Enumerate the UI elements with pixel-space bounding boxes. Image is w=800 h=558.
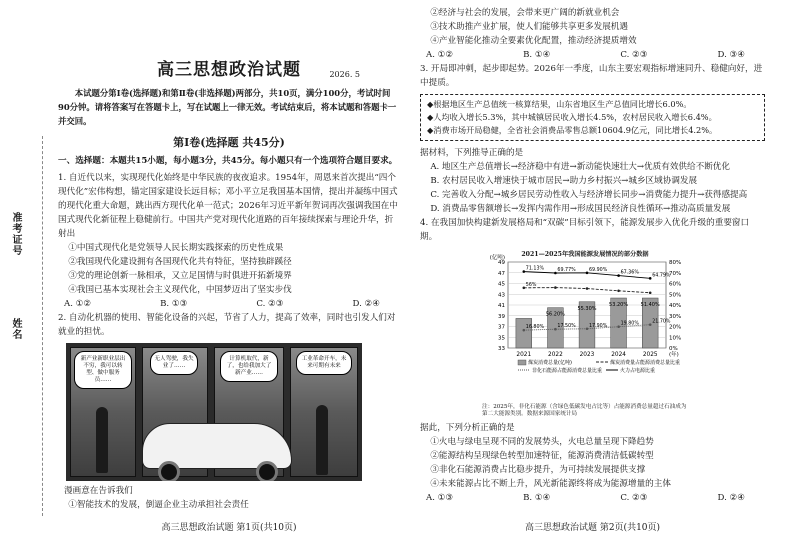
exam-date: 2026. 5	[329, 70, 360, 79]
question-2-stem: 2. 自动化机器的使用、智能化设备的兴起，节省了人力，提高了效率，同时也引发人们对就业的担忧。	[58, 313, 396, 337]
q4-option: ①火电与绿电呈现不同的发展势头，火电总量呈现下降趋势	[430, 437, 654, 447]
thermal-power-line-label: 69.90%	[589, 267, 608, 273]
data-box	[420, 94, 765, 141]
coal-share-line-point	[523, 287, 526, 290]
exam-number-label: 准考证号	[10, 212, 21, 256]
left-tick-label: 45	[498, 281, 505, 288]
q1-choice-d[interactable]: D. ②④	[352, 299, 380, 309]
thermal-power-line-label: 69.77%	[557, 267, 576, 273]
x-tick-label: 2025	[642, 352, 658, 358]
q4-option: ②能源结构呈现绿色转型加速特征，能源消费清洁低碳转型	[430, 451, 654, 461]
legend-label: 火力占电源比重	[620, 368, 656, 374]
q4-prompt: 据此，下列分析正确的是	[420, 423, 515, 433]
legend-label: 煤炭消费量占能源消费总量比重	[610, 360, 681, 366]
name-label: 姓名	[10, 318, 21, 340]
nonfossil-line-label: 16.80%	[525, 325, 545, 331]
nonfossil-line-point	[649, 323, 652, 326]
q4-choice-b[interactable]: B. ①④	[523, 493, 551, 503]
left-tick-label: 39	[498, 313, 505, 320]
speech-bubble: 计算机取代，新了，也给我加大了新产业……	[220, 351, 278, 382]
nonfossil-line-point	[523, 329, 526, 332]
coal-consumption-bar	[516, 318, 532, 348]
q2-option: ③技术助推产业扩展，使人们能够共享更多发展机遇	[430, 22, 628, 32]
left-tick-label: 49	[498, 260, 505, 266]
wheel-icon	[158, 461, 180, 481]
y-axis-label: (亿吨)	[489, 255, 505, 261]
q2-option: ④产业智能化推动全要素优化配置，推动经济提质增效	[430, 36, 637, 46]
question-1-stem: 1. 自近代以来，实现现代化始终是中华民族的夜夜追求。1954年，周恩来首次提出“四个现代化”宏伟构想，锚定国家建设长远目标；邓小平立足我国基本国情，提出并凝练中国式的现代化重大命题，跳出西方现代化单一范式；2026年习近平新年贺词再次强调我国在中国式现代化新征程上稳健前行。中国共产党对现代化道路的百年接续探索与理论升华，折射出	[58, 173, 398, 239]
q3-choice-a[interactable]: A. 地区生产总值增长→经济稳中有进→新动能快速壮大→优质有效供给不断优化	[430, 162, 730, 172]
bar-data-label: 53.20%	[609, 302, 629, 309]
exam-instructions: 本试题分第Ⅰ卷(选择题)和第Ⅱ卷(非选择题)两部分，共10页，满分100分，考试时间90分钟。请将答案写在答题卡上，写在试题上一律无效。考试结束后，将本试题和答题卡一并交回。	[58, 88, 397, 126]
chart-svg	[480, 248, 690, 404]
q3-choice-d[interactable]: D. 消费品零售额增长→发挥内需作用→形成国民经济良性循环→推动高质量发展	[430, 204, 731, 214]
person-figure	[316, 405, 328, 475]
coal-share-line-point	[554, 286, 557, 289]
chart-note: 注：2025年，非化石能源（含绿色低碳发电占比等）占能源消费总量超过石油成为第二大能源类别。数据来源国家统计局	[482, 404, 687, 417]
x-tick-label: 2023	[579, 352, 595, 358]
legend-label: 非化石能源占能源消费总量比重	[532, 368, 603, 374]
nonfossil-line-point	[617, 325, 620, 328]
nonfossil-line-label: 17.50%	[557, 324, 576, 330]
coal-share-line-label: 56%	[525, 282, 537, 288]
left-tick-label: 35	[498, 335, 505, 342]
right-tick-label: 50%	[669, 292, 682, 299]
part-heading: 一、选择题：本题共15小题，每小题3分，共45分。每小题只有一个选项符合题目要求。	[58, 156, 398, 166]
question-4-stem: 4. 在我国加快构建新发展格局和“双碳”目标引领下，能源发展步入优化升级的重要窗口期。	[420, 218, 750, 242]
nonfossil-line-label: 21.70%	[652, 319, 671, 325]
x-axis-unit: (年)	[669, 352, 679, 358]
q4-choice-a[interactable]: A. ①③	[426, 493, 454, 503]
q2-choice-d[interactable]: D. ③④	[717, 50, 745, 60]
x-tick-label: 2022	[548, 352, 563, 358]
thermal-power-line-label: 64.79%	[652, 273, 671, 279]
left-tick-label: 47	[498, 270, 505, 277]
right-tick-label: 70%	[669, 270, 682, 277]
q4-option: ④未来能源占比不断上升，风光新能源终将成为能源增量的主体	[430, 479, 671, 489]
page-title: 高三思想政治试题	[157, 60, 301, 80]
right-tick-label: 0%	[669, 346, 678, 352]
q2-option: ①智能技术的发展，倒逼企业主动承担社会责任	[68, 500, 249, 510]
wheel-icon	[256, 461, 278, 481]
x-tick-label: 2024	[611, 352, 626, 358]
speech-bubble: 工业革命开车，未来可期有未来	[296, 351, 352, 375]
thermal-power-line-point	[586, 272, 589, 275]
legend-label: 煤炭消费总量(亿吨)	[528, 360, 572, 366]
q1-option: ①中国式现代化是党领导人民长期实践探索的历史性成果	[68, 243, 284, 253]
thermal-power-line-label: 67.36%	[620, 270, 639, 276]
left-tick-label: 33	[498, 346, 505, 352]
nonfossil-line-point	[554, 328, 557, 331]
left-tick-label: 41	[498, 303, 505, 309]
q4-option: ③非化石能源消费占比稳步提升，为可持续发展提供支撑	[430, 465, 646, 475]
chart-title: 2021—2025年我国能源发展情况的部分数据	[521, 251, 649, 258]
page-two	[420, 0, 765, 558]
cartoon-image	[66, 343, 362, 481]
q2-choices	[420, 48, 765, 62]
x-tick-label: 2021	[516, 352, 532, 358]
right-tick-label: 80%	[669, 260, 682, 266]
person-figure	[96, 407, 108, 473]
question-3-stem: 3. 开局即冲刺，起步即起势。2026年一季度，山东主要宏观指标增速同升、稳健向好，进中提质。	[420, 64, 763, 88]
q2-choice-b[interactable]: B. ①④	[523, 50, 551, 60]
q3-prompt: 据材料，下列推导正确的是	[420, 148, 524, 158]
q1-option: ③党的理论创新一脉相承，又立足国情与时俱进开拓新境界	[68, 271, 292, 281]
bar-data-label: 51.40%	[640, 302, 660, 309]
thermal-power-line-label: 71.13%	[525, 266, 545, 272]
cartoon-caption: 漫画意在告诉我们	[64, 486, 133, 496]
q4-choices	[420, 491, 765, 505]
q4-choice-c[interactable]: C. ②③	[620, 493, 648, 503]
q1-choice-b[interactable]: B. ①③	[160, 299, 188, 309]
coal-share-line-point	[617, 290, 620, 293]
thermal-power-line-point	[523, 270, 526, 273]
q1-option: ②我国现代化建设拥有各国现代化共有特征，坚持独辟蹊径	[68, 257, 292, 267]
data-box-line: ◆消费市场开局稳健，全省社会消费品零售总额10604.9亿元，同比增长4.2%。	[427, 125, 718, 135]
right-tick-label: 60%	[669, 281, 682, 288]
binding-line	[42, 136, 43, 516]
page-footer: 高三思想政治试题 第1页(共10页)	[161, 523, 297, 533]
right-tick-label: 40%	[669, 303, 682, 309]
q2-choice-c[interactable]: C. ②③	[620, 50, 648, 60]
speech-bubble: 无人驾驶，我失业了……	[150, 351, 198, 375]
q2-option: ②经济与社会的发展，会带来更广阔的新就业机会	[430, 8, 620, 18]
right-tick-label: 20%	[669, 324, 682, 331]
q3-choice-c[interactable]: C. 完善收入分配→城乡居民劳动性收入与经济增长同步→消费能力提升→获得感提高	[430, 190, 748, 200]
left-tick-label: 37	[498, 324, 505, 331]
coal-share-line-point	[649, 291, 652, 294]
section-heading: 第Ⅰ卷(选择题 共45分)	[173, 136, 285, 149]
right-tick-label: 30%	[669, 313, 682, 320]
data-box-line: ◆人均收入增长5.3%，其中城镇居民收入增长4.5%，农村居民收入增长6.4%。	[427, 112, 717, 122]
right-tick-label: 10%	[669, 335, 682, 342]
thermal-power-line-point	[649, 277, 652, 280]
bar-data-label: 55.30%	[577, 305, 597, 312]
data-box-line: ◆根据地区生产总值统一核算结果，山东省地区生产总值同比增长6.0%。	[427, 99, 692, 109]
q1-choice-c[interactable]: C. ②③	[256, 299, 284, 309]
energy-chart	[480, 248, 690, 404]
q3-choice-b[interactable]: B. 农村居民收入增速快于城市居民→助力乡村振兴→城乡区域协调发展	[430, 176, 698, 186]
legend-bar-swatch	[518, 360, 526, 365]
q2-choice-a[interactable]: A. ①②	[426, 50, 454, 60]
thermal-power-line-point	[554, 272, 557, 275]
q1-choice-a[interactable]: A. ①②	[64, 299, 92, 309]
nonfossil-line-point	[586, 327, 589, 330]
q4-choice-d[interactable]: D. ②④	[717, 493, 745, 503]
thermal-power-line-point	[617, 274, 620, 277]
left-tick-label: 43	[498, 292, 505, 299]
nonfossil-line-label: 19.80%	[620, 321, 639, 327]
q1-option: ④我国已基本实现社会主义现代化，中国梦迈出了坚实步伐	[68, 285, 292, 295]
page-one	[58, 0, 400, 558]
bar-data-label: 56.20%	[545, 311, 565, 318]
page-footer: 高三思想政治试题 第2页(共10页)	[524, 523, 661, 533]
speech-bubble: 新产业新职业层出不穷，我可以转型、做中服务员……	[74, 351, 132, 389]
nonfossil-line-label: 17.90%	[589, 323, 608, 329]
q1-choices	[58, 297, 400, 311]
coal-share-line-point	[586, 287, 589, 290]
